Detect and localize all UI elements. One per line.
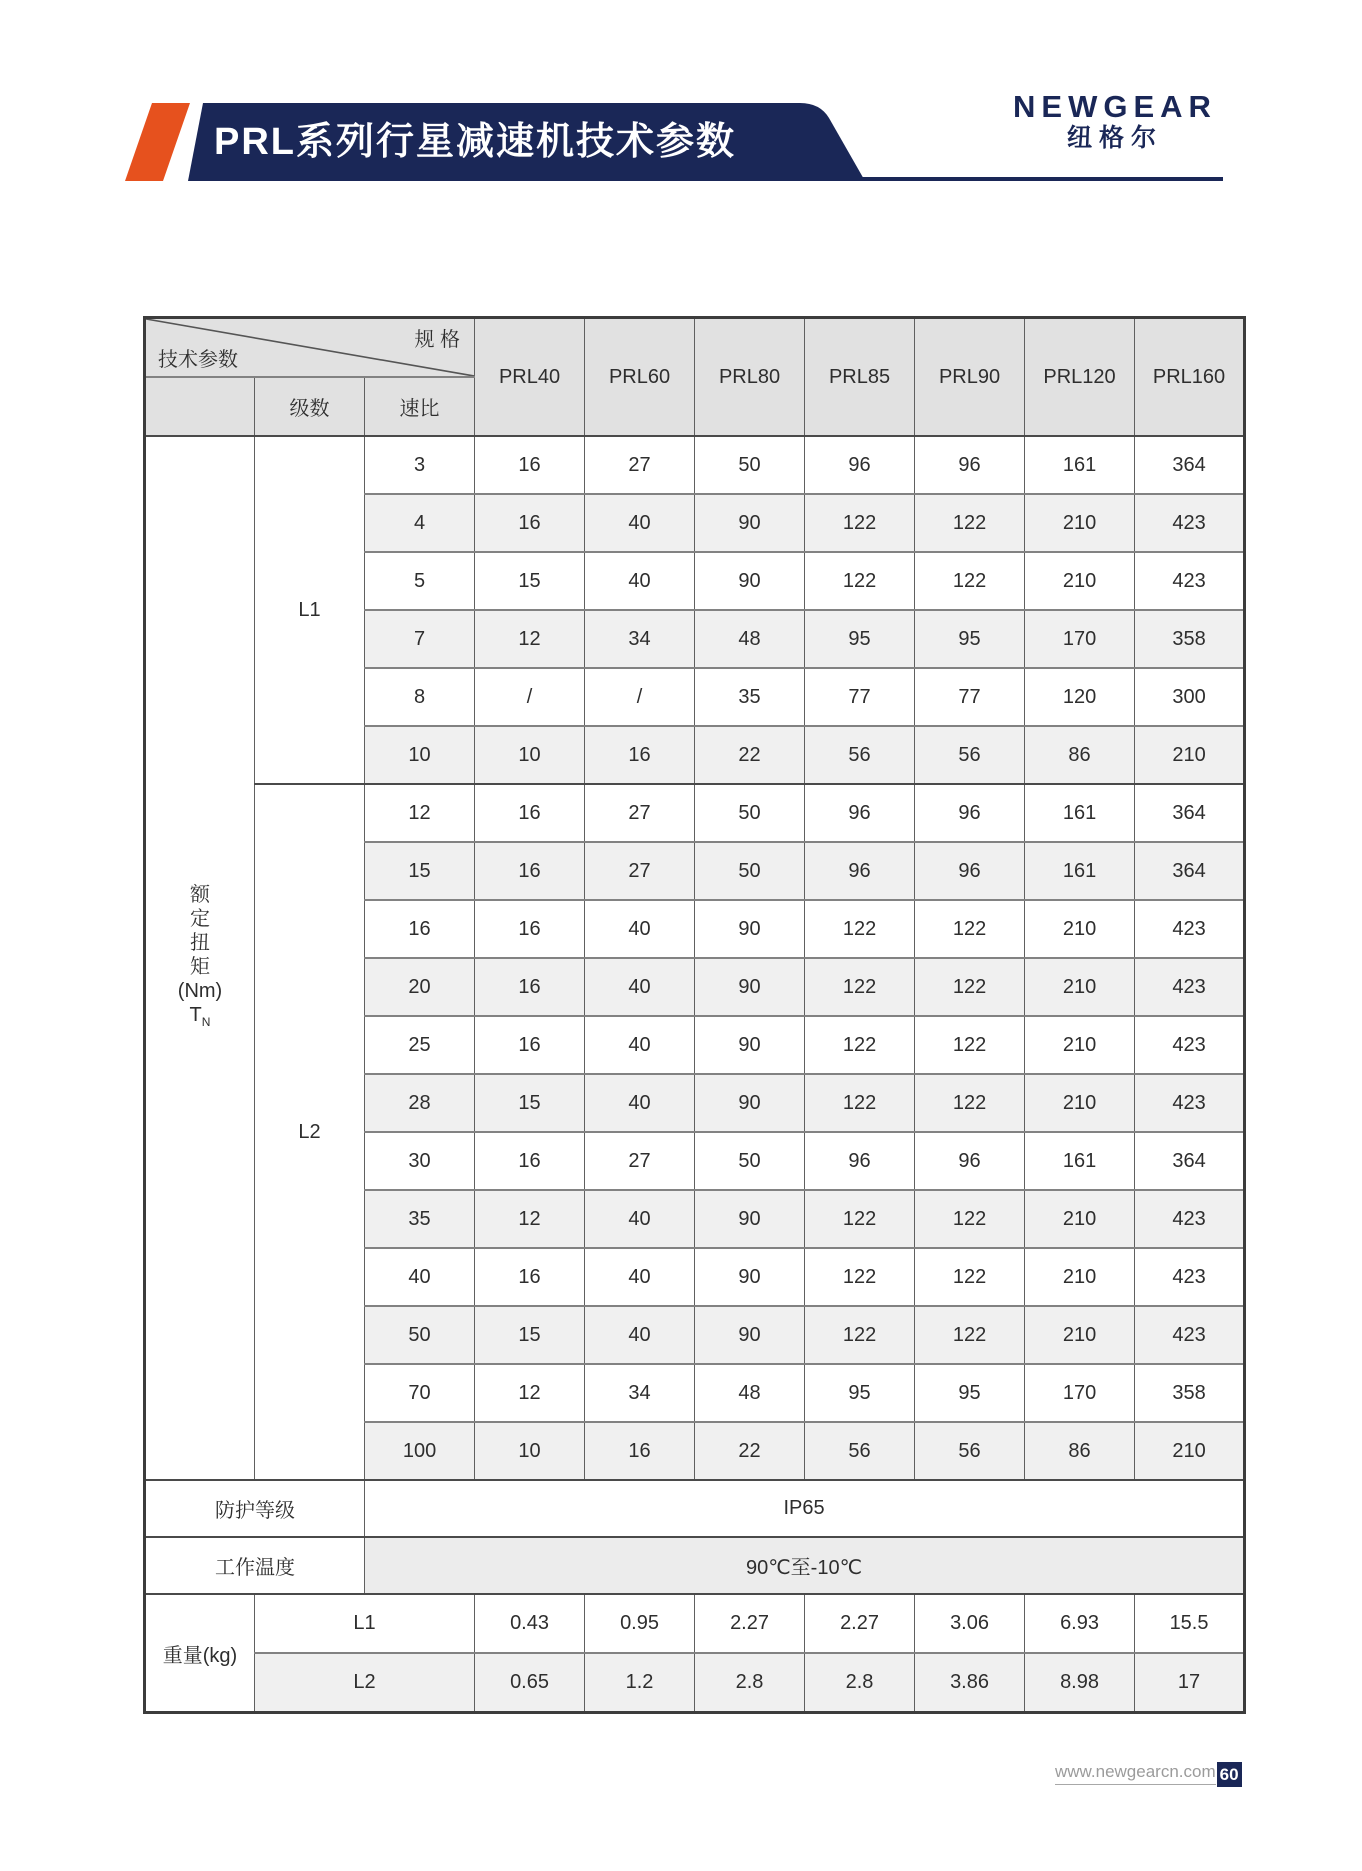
weight-stage-l1: L1 (255, 1594, 475, 1653)
value-cell: 27 (585, 1132, 695, 1190)
value-cell: 50 (695, 784, 805, 842)
protection-label: 防护等级 (145, 1480, 365, 1537)
table-row (145, 436, 1245, 494)
column-header-prl85: PRL85 (805, 318, 915, 437)
value-cell: 15 (475, 1074, 585, 1132)
value-cell: 90 (695, 494, 805, 552)
torque-char: 矩 (190, 955, 210, 978)
value-cell: 423 (1135, 900, 1245, 958)
value-cell: 364 (1135, 1132, 1245, 1190)
ratio-cell: 20 (365, 958, 475, 1016)
value-cell: 48 (695, 1364, 805, 1422)
value-cell: 56 (915, 726, 1025, 784)
value-cell: 161 (1025, 842, 1135, 900)
weight-value-cell: 3.06 (915, 1594, 1025, 1653)
table-row (145, 1480, 1245, 1537)
value-cell: 12 (475, 1364, 585, 1422)
value-cell: 15 (475, 552, 585, 610)
column-header-prl120: PRL120 (1025, 318, 1135, 437)
value-cell: 96 (915, 842, 1025, 900)
value-cell: 27 (585, 784, 695, 842)
value-cell: 16 (475, 494, 585, 552)
value-cell: 16 (475, 784, 585, 842)
value-cell: 40 (585, 1074, 695, 1132)
blank-header-cell (145, 377, 255, 436)
table-row (145, 318, 1245, 378)
ratio-cell: 12 (365, 784, 475, 842)
value-cell: 95 (805, 610, 915, 668)
value-cell: 210 (1025, 1306, 1135, 1364)
value-cell: 50 (695, 436, 805, 494)
weight-value-cell: 3.86 (915, 1653, 1025, 1713)
weight-value-cell: 15.5 (1135, 1594, 1245, 1653)
torque-symbol: $T_N$ (189, 1003, 211, 1029)
value-cell: 96 (805, 436, 915, 494)
value-cell: 12 (475, 610, 585, 668)
ratio-cell: 10 (365, 726, 475, 784)
value-cell: 122 (805, 1074, 915, 1132)
value-cell: 161 (1025, 784, 1135, 842)
value-cell: 90 (695, 958, 805, 1016)
torque-unit: (Nm) (177, 979, 223, 1002)
value-cell: 50 (695, 1132, 805, 1190)
value-cell: 40 (585, 1016, 695, 1074)
footer-page-number: 60 (1217, 1762, 1242, 1787)
weight-value-cell: 17 (1135, 1653, 1245, 1713)
value-cell: 95 (915, 610, 1025, 668)
footer (1055, 1762, 1242, 1787)
value-cell: 16 (475, 1016, 585, 1074)
value-cell: 210 (1135, 726, 1245, 784)
weight-value-cell: 8.98 (1025, 1653, 1135, 1713)
corner-label-params: 技术参数 (158, 349, 238, 371)
value-cell: / (475, 668, 585, 726)
page-title: PRL系列行星减速机技术参数 (214, 121, 737, 163)
ratio-cell: 70 (365, 1364, 475, 1422)
value-cell: 122 (915, 1306, 1025, 1364)
value-cell: 423 (1135, 1248, 1245, 1306)
table-row (145, 1537, 1245, 1594)
value-cell: 423 (1135, 552, 1245, 610)
value-cell: 16 (475, 842, 585, 900)
brand-logo (995, 90, 1235, 152)
value-cell: 300 (1135, 668, 1245, 726)
ratio-cell: 35 (365, 1190, 475, 1248)
ratio-cell: 8 (365, 668, 475, 726)
weight-value-cell: 6.93 (1025, 1594, 1135, 1653)
ratio-header: 速比 (365, 377, 475, 436)
value-cell: 122 (915, 1016, 1025, 1074)
value-cell: 364 (1135, 784, 1245, 842)
value-cell: 161 (1025, 436, 1135, 494)
torque-char: 扭 (190, 931, 210, 954)
value-cell: 15 (475, 1306, 585, 1364)
value-cell: 90 (695, 1248, 805, 1306)
temperature-label: 工作温度 (145, 1537, 365, 1594)
value-cell: 16 (475, 1132, 585, 1190)
value-cell: 96 (805, 784, 915, 842)
weight-value-cell: 2.27 (805, 1594, 915, 1653)
value-cell: 86 (1025, 726, 1135, 784)
corner-header-cell (145, 318, 475, 378)
value-cell: 90 (695, 1190, 805, 1248)
logo-wordmark: NEWGEAR (1013, 89, 1217, 124)
value-cell: 96 (915, 1132, 1025, 1190)
value-cell: 96 (805, 1132, 915, 1190)
logo-chinese-name: 纽格尔 (1066, 124, 1163, 152)
value-cell: 423 (1135, 1306, 1245, 1364)
value-cell: 122 (915, 1074, 1025, 1132)
value-cell: 170 (1025, 610, 1135, 668)
value-cell: 40 (585, 552, 695, 610)
ratio-cell: 16 (365, 900, 475, 958)
value-cell: 161 (1025, 1132, 1135, 1190)
value-cell: 122 (915, 1248, 1025, 1306)
value-cell: 120 (1025, 668, 1135, 726)
ratio-cell: 7 (365, 610, 475, 668)
value-cell: 210 (1025, 1248, 1135, 1306)
value-cell: 16 (475, 436, 585, 494)
value-cell: 22 (695, 1422, 805, 1480)
value-cell: 423 (1135, 958, 1245, 1016)
value-cell: 122 (805, 1306, 915, 1364)
value-cell: 96 (805, 842, 915, 900)
weight-label: 重量(kg) (145, 1594, 255, 1713)
value-cell: 423 (1135, 1074, 1245, 1132)
temperature-value: 90℃至-10℃ (365, 1537, 1245, 1594)
value-cell: 122 (915, 552, 1025, 610)
value-cell: 50 (695, 842, 805, 900)
value-cell: 95 (805, 1364, 915, 1422)
value-cell: 358 (1135, 1364, 1245, 1422)
ratio-cell: 5 (365, 552, 475, 610)
value-cell: 122 (805, 900, 915, 958)
value-cell: 96 (915, 436, 1025, 494)
torque-char: 额 (190, 883, 210, 906)
weight-value-cell: 0.95 (585, 1594, 695, 1653)
value-cell: 40 (585, 1306, 695, 1364)
weight-stage-l2: L2 (255, 1653, 475, 1713)
value-cell: 122 (805, 1190, 915, 1248)
value-cell: 122 (805, 552, 915, 610)
ratio-cell: 30 (365, 1132, 475, 1190)
ratio-cell: 3 (365, 436, 475, 494)
value-cell: 40 (585, 1190, 695, 1248)
weight-value-cell: 0.43 (475, 1594, 585, 1653)
value-cell: / (585, 668, 695, 726)
column-header-prl160: PRL160 (1135, 318, 1245, 437)
value-cell: 210 (1025, 1190, 1135, 1248)
value-cell: 56 (805, 1422, 915, 1480)
ratio-cell: 4 (365, 494, 475, 552)
value-cell: 40 (585, 1248, 695, 1306)
value-cell: 90 (695, 552, 805, 610)
value-cell: 210 (1025, 958, 1135, 1016)
ratio-cell: 40 (365, 1248, 475, 1306)
table-row (145, 1594, 1245, 1653)
value-cell: 10 (475, 1422, 585, 1480)
value-cell: 56 (915, 1422, 1025, 1480)
value-cell: 34 (585, 610, 695, 668)
value-cell: 122 (805, 1016, 915, 1074)
value-cell: 27 (585, 842, 695, 900)
ratio-cell: 50 (365, 1306, 475, 1364)
value-cell: 423 (1135, 1016, 1245, 1074)
column-header-prl60: PRL60 (585, 318, 695, 437)
value-cell: 90 (695, 1074, 805, 1132)
value-cell: 90 (695, 1306, 805, 1364)
value-cell: 364 (1135, 842, 1245, 900)
value-cell: 210 (1025, 494, 1135, 552)
logo-underline (862, 177, 1223, 181)
spec-table (143, 316, 1246, 1714)
value-cell: 170 (1025, 1364, 1135, 1422)
weight-value-cell: 0.65 (475, 1653, 585, 1713)
table-row (145, 1653, 1245, 1713)
value-cell: 423 (1135, 494, 1245, 552)
corner-label-spec: 规 格 (414, 329, 461, 351)
value-cell: 122 (915, 900, 1025, 958)
orange-accent-shape (125, 103, 190, 181)
value-cell: 56 (805, 726, 915, 784)
value-cell: 77 (915, 668, 1025, 726)
value-cell: 423 (1135, 1190, 1245, 1248)
value-cell: 122 (805, 958, 915, 1016)
value-cell: 122 (915, 958, 1025, 1016)
value-cell: 210 (1135, 1422, 1245, 1480)
ratio-cell: 15 (365, 842, 475, 900)
ratio-cell: 100 (365, 1422, 475, 1480)
value-cell: 16 (585, 726, 695, 784)
value-cell: 27 (585, 436, 695, 494)
value-cell: 40 (585, 958, 695, 1016)
weight-value-cell: 2.8 (695, 1653, 805, 1713)
ratio-cell: 25 (365, 1016, 475, 1074)
value-cell: 16 (585, 1422, 695, 1480)
value-cell: 122 (915, 1190, 1025, 1248)
value-cell: 90 (695, 1016, 805, 1074)
value-cell: 10 (475, 726, 585, 784)
value-cell: 122 (805, 1248, 915, 1306)
weight-value-cell: 2.27 (695, 1594, 805, 1653)
value-cell: 358 (1135, 610, 1245, 668)
value-cell: 95 (915, 1364, 1025, 1422)
value-cell: 12 (475, 1190, 585, 1248)
value-cell: 34 (585, 1364, 695, 1422)
value-cell: 86 (1025, 1422, 1135, 1480)
value-cell: 364 (1135, 436, 1245, 494)
value-cell: 48 (695, 610, 805, 668)
value-cell: 77 (805, 668, 915, 726)
value-cell: 16 (475, 958, 585, 1016)
value-cell: 122 (915, 494, 1025, 552)
ratio-cell: 28 (365, 1074, 475, 1132)
value-cell: 40 (585, 900, 695, 958)
torque-char: 定 (190, 907, 210, 930)
value-cell: 210 (1025, 552, 1135, 610)
torque-axis-label (145, 436, 255, 1480)
value-cell: 122 (805, 494, 915, 552)
torque-label-stack (146, 883, 254, 1034)
stages-header: 级数 (255, 377, 365, 436)
footer-url: www.newgearcn.com (1055, 1762, 1216, 1785)
value-cell: 16 (475, 1248, 585, 1306)
value-cell: 96 (915, 784, 1025, 842)
weight-value-cell: 2.8 (805, 1653, 915, 1713)
value-cell: 90 (695, 900, 805, 958)
stage-cell-l2: L2 (255, 784, 365, 1480)
value-cell: 22 (695, 726, 805, 784)
weight-value-cell: 1.2 (585, 1653, 695, 1713)
column-header-prl40: PRL40 (475, 318, 585, 437)
value-cell: 210 (1025, 1074, 1135, 1132)
value-cell: 16 (475, 900, 585, 958)
table-row (145, 784, 1245, 842)
value-cell: 210 (1025, 1016, 1135, 1074)
value-cell: 210 (1025, 900, 1135, 958)
column-header-prl80: PRL80 (695, 318, 805, 437)
column-header-prl90: PRL90 (915, 318, 1025, 437)
value-cell: 40 (585, 494, 695, 552)
stage-cell-l1: L1 (255, 436, 365, 784)
protection-value: IP65 (365, 1480, 1245, 1537)
value-cell: 35 (695, 668, 805, 726)
